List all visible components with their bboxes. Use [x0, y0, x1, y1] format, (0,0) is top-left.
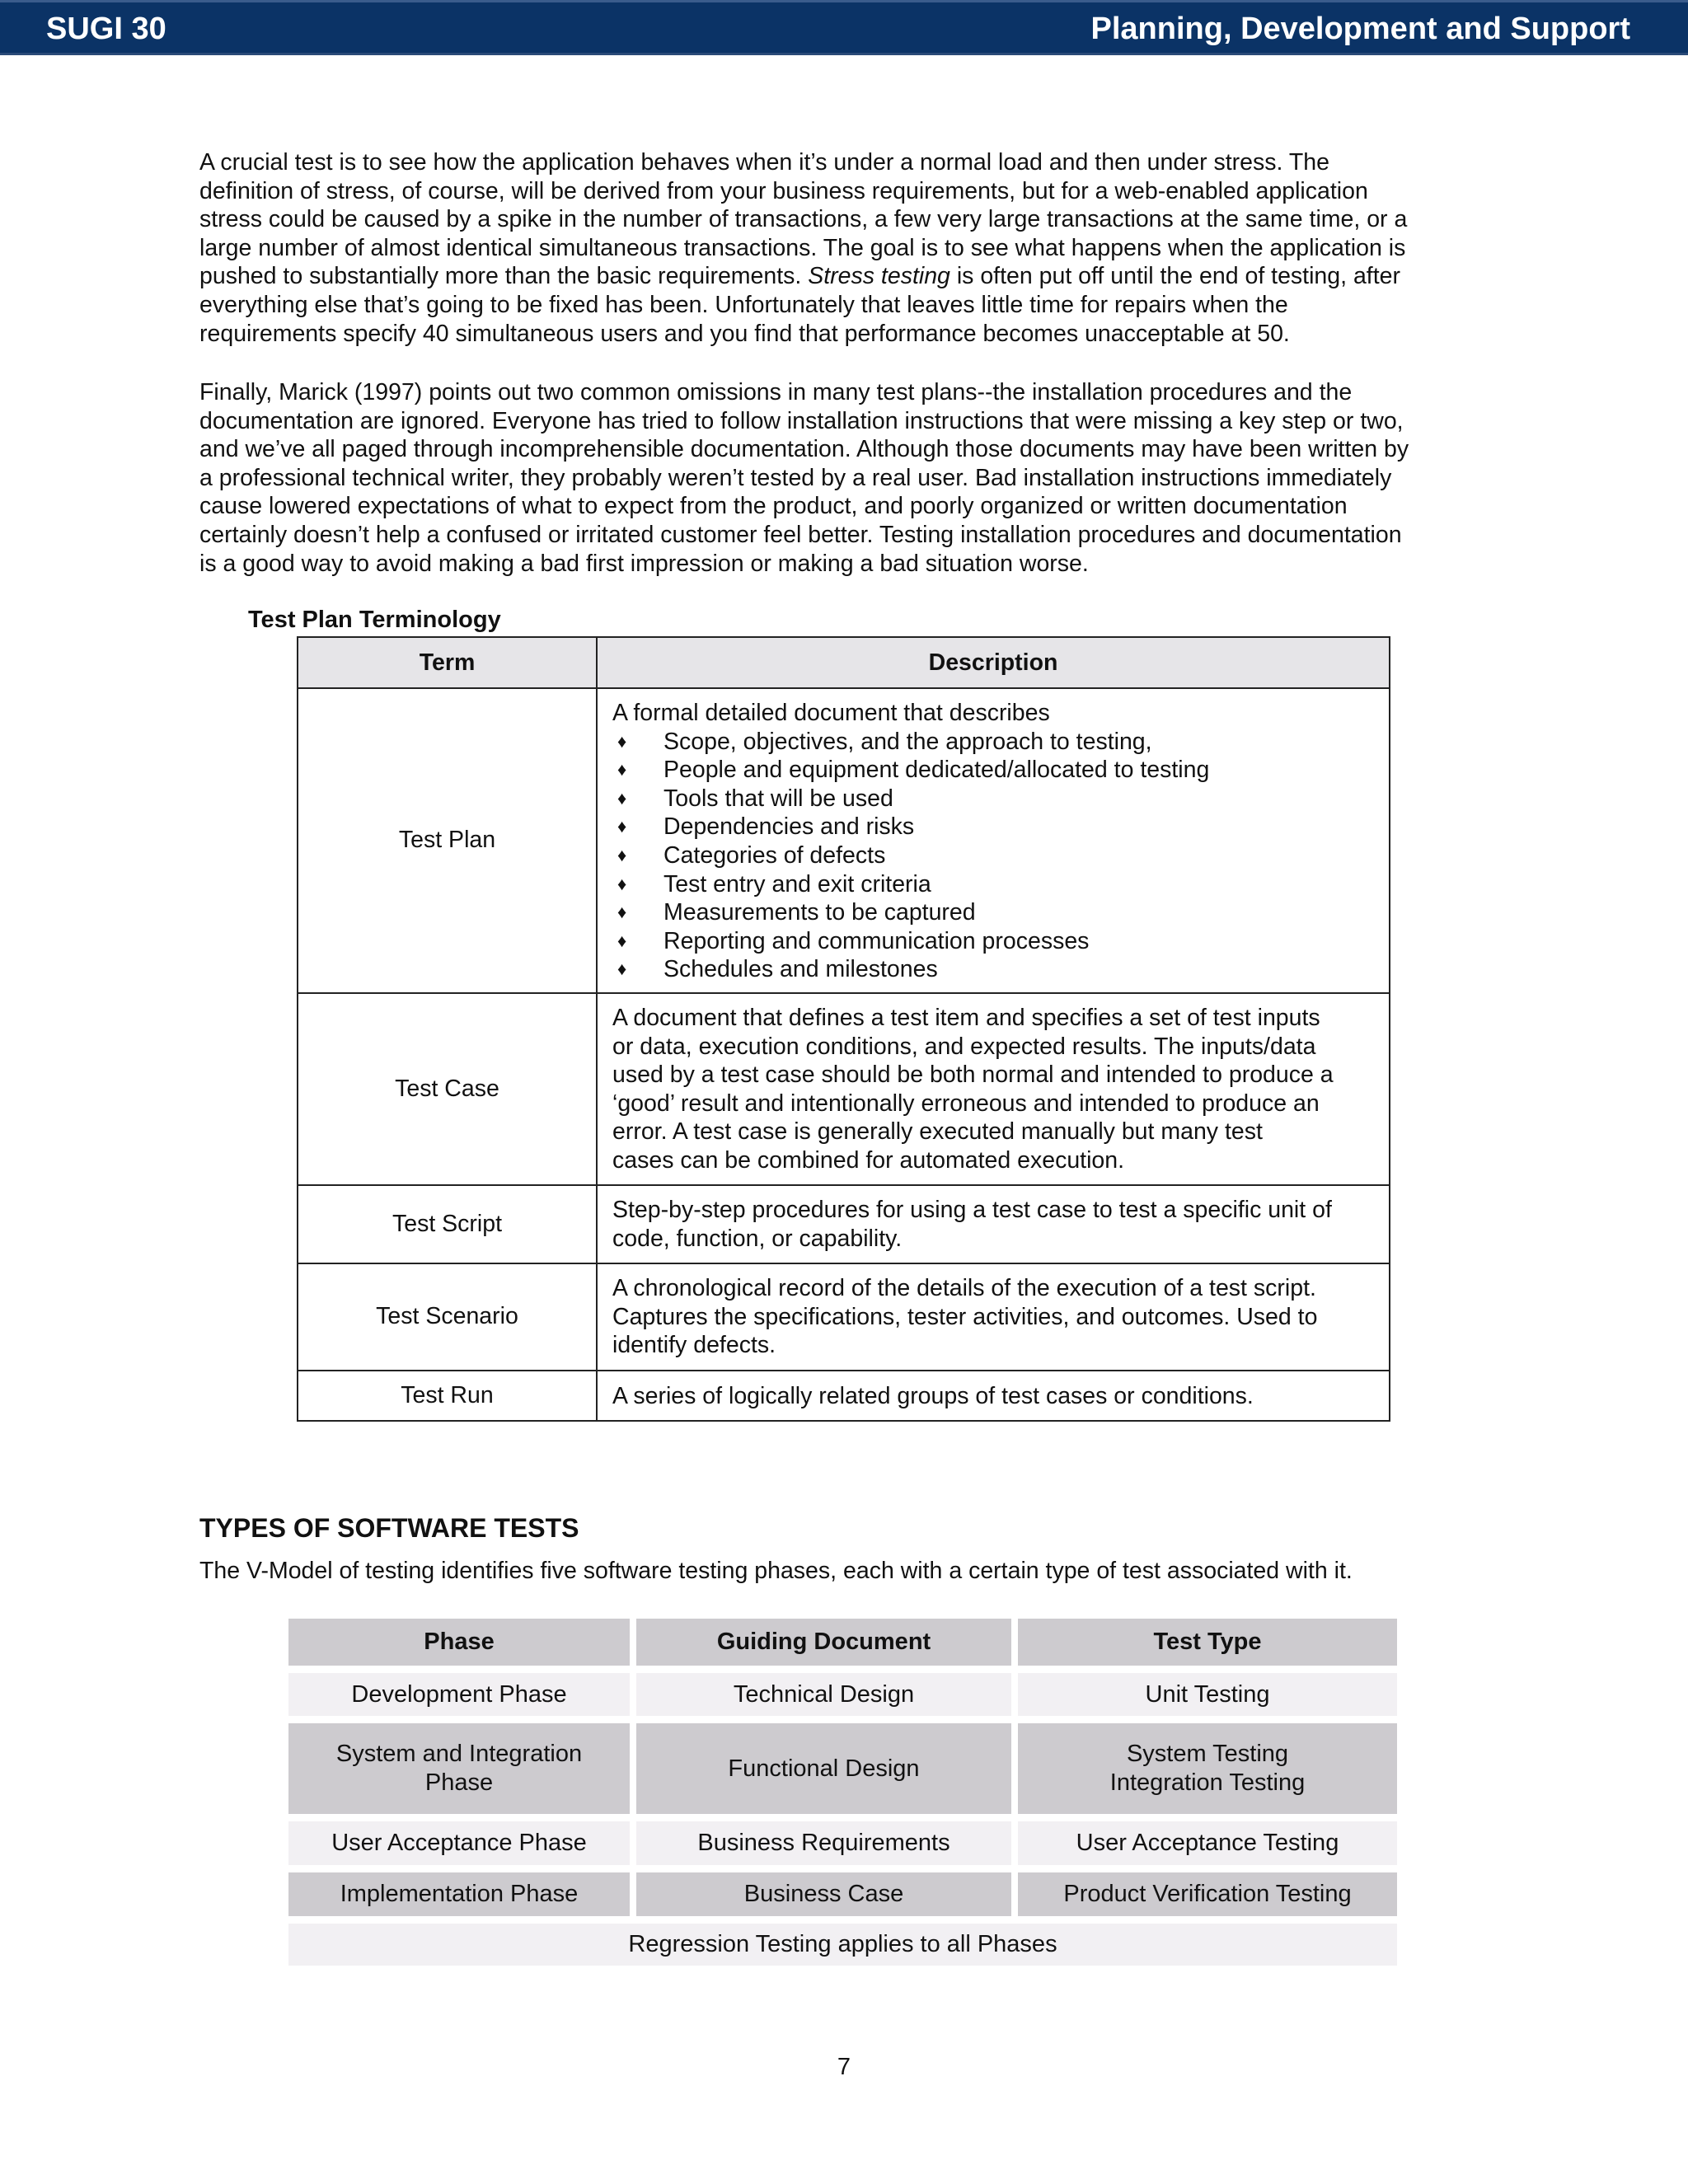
description-line: code, function, or capability. — [612, 1225, 903, 1252]
description-line: used by a test case should be both normal and intended to produce a — [612, 1062, 1334, 1089]
description-line: identify defects. — [612, 1332, 776, 1359]
bullet-item — [612, 955, 1374, 984]
text-line: large number of almost identical simultaneous transactions. The goal is to see what happens when the application is — [199, 234, 1406, 261]
bullet-item — [612, 898, 1374, 927]
table-cell — [288, 1723, 630, 1814]
text-line: definition of stress, of course, will be derived from your business requirements, but for a web-enabled application — [199, 177, 1368, 204]
text-line: A crucial test is to see how the application behaves when it’s under a normal load and then under stress. The — [199, 149, 1329, 176]
column-header-description: Description — [597, 637, 1390, 688]
cell-text: Guiding Document — [716, 1629, 931, 1655]
bullet-text: Dependencies and risks — [663, 813, 915, 841]
bullet-item — [612, 728, 1374, 757]
paragraph-omissions — [199, 378, 1502, 578]
section-intro: The V-Model of testing identifies five software testing phases, each with a certain type of test associated with it. — [199, 1558, 1353, 1584]
table-cell — [1018, 1821, 1397, 1865]
cell-text: User Acceptance Testing — [1076, 1830, 1339, 1856]
diamond-icon: ♦ — [617, 958, 627, 980]
bullet-item — [612, 870, 1374, 899]
table-row — [298, 1263, 1390, 1371]
description-cell — [597, 1185, 1390, 1263]
table-cell — [288, 1673, 630, 1716]
description-cell — [597, 1371, 1390, 1421]
description-line: or data, execution conditions, and expected results. The inputs/data — [612, 1033, 1316, 1060]
description-line: A chronological record of the details of the execution of a test script. — [612, 1274, 1316, 1301]
bullet-item — [612, 927, 1374, 956]
bullet-list — [612, 728, 1374, 984]
cell-text — [1110, 1740, 1305, 1797]
cell-line: Phase — [424, 1769, 494, 1796]
column-header-term: Term — [298, 637, 597, 688]
term-cell: Test Plan — [298, 688, 597, 993]
diamond-icon: ♦ — [617, 730, 627, 752]
cell-line: System and Integration — [335, 1741, 583, 1767]
cell-text: User Acceptance Phase — [331, 1830, 587, 1856]
diamond-icon: ♦ — [617, 759, 627, 780]
diamond-icon: ♦ — [617, 816, 627, 837]
cell-line: Integration Testing — [1109, 1769, 1306, 1796]
table-cell — [636, 1821, 1011, 1865]
cell-text: Phase — [424, 1629, 495, 1655]
text-line: documentation are ignored. Everyone has tried to follow installation instructions that were missing a key step or two, — [199, 407, 1404, 434]
text-line — [199, 262, 1502, 291]
text-line: cause lowered expectations of what to expect from the product, and poorly organized or written documentation — [199, 493, 1348, 520]
bullet-text: Schedules and milestones — [663, 956, 938, 983]
cell-text: Implementation Phase — [340, 1881, 579, 1907]
cell-text: Unit Testing — [1145, 1680, 1270, 1708]
table-cell — [636, 1619, 1011, 1666]
cell-text: Technical Design — [733, 1680, 915, 1708]
diamond-icon: ♦ — [617, 930, 627, 951]
table-row — [288, 1673, 1397, 1716]
term-cell: Test Scenario — [298, 1263, 597, 1371]
table-cell — [1018, 1723, 1397, 1814]
text-line: certainly doesn’t help a confused or irritated customer feel better. Testing installation procedures and documentation — [199, 521, 1402, 548]
table-cell — [288, 1619, 630, 1666]
bullet-item — [612, 841, 1374, 870]
vmodel-table — [288, 1619, 1397, 1973]
bullet-text: Categories of defects — [663, 841, 886, 869]
text-line: Finally, Marick (1997) points out two common omissions in many test plans--the installation procedures and the — [199, 379, 1353, 405]
bullet-text: Test entry and exit criteria — [663, 870, 931, 898]
table-row — [298, 1371, 1390, 1421]
footer-row — [288, 1924, 1397, 1966]
terminology-table — [297, 636, 1390, 1422]
text-line: requirements specify 40 simultaneous users and you find that performance becomes unacceptable at 50. — [199, 320, 1290, 347]
cell-text: Business Case — [743, 1881, 904, 1907]
table-caption: Test Plan Terminology — [248, 607, 501, 633]
table-row — [288, 1821, 1397, 1865]
emphasis-stress-testing: Stress testing — [808, 263, 950, 290]
page-header — [0, 0, 1688, 55]
cell-text — [336, 1740, 582, 1797]
text-segment: is often put off until the end of testing, after — [950, 263, 1400, 290]
table-cell — [288, 1821, 630, 1865]
diamond-icon: ♦ — [617, 902, 627, 923]
section-title: Planning, Development and Support — [1090, 12, 1630, 46]
table-cell — [1018, 1872, 1397, 1916]
diamond-icon: ♦ — [617, 844, 627, 865]
description-intro: A formal detailed document that describes — [612, 700, 1050, 726]
cell-text: Test Type — [1153, 1629, 1262, 1655]
table-row — [298, 688, 1390, 993]
description-cell — [597, 993, 1390, 1185]
term-cell: Test Run — [298, 1371, 597, 1421]
bullet-text: Tools that will be used — [663, 785, 893, 812]
description-cell — [597, 1263, 1390, 1371]
diamond-icon: ♦ — [617, 873, 627, 894]
table-cell — [636, 1723, 1011, 1814]
text-line: a professional technical writer, they probably weren’t tested by a real user. Bad installation instructions immediately — [199, 464, 1392, 491]
text-line: stress could be caused by a spike in the number of transactions, a few very large transactions at the same time, or a — [199, 206, 1408, 233]
text-line: everything else that’s going to be fixed has been. Unfortunately that leaves little time for repairs when the — [199, 291, 1288, 318]
description-cell — [597, 688, 1390, 993]
bullet-text: People and equipment dedicated/allocated to testing — [663, 757, 1210, 784]
section-heading: TYPES OF SOFTWARE TESTS — [199, 1513, 579, 1543]
table-cell — [636, 1673, 1011, 1716]
table-cell — [1018, 1673, 1397, 1716]
description-line: cases can be combined for automated execution. — [612, 1146, 1125, 1174]
table-row — [288, 1723, 1397, 1814]
regression-note: Regression Testing applies to all Phases — [288, 1924, 1397, 1966]
text-segment: pushed to substantially more than the basic requirements. — [199, 263, 809, 290]
page-number: 7 — [837, 2054, 851, 2080]
description-line: A document that defines a test item and specifies a set of test inputs — [612, 1004, 1320, 1031]
term-cell: Test Script — [298, 1185, 597, 1263]
description-line: A series of logically related groups of test cases or conditions. — [612, 1383, 1254, 1410]
text-line: is a good way to avoid making a bad first impression or making a bad situation worse. — [199, 550, 1089, 577]
cell-text: Development Phase — [351, 1680, 567, 1708]
description-line: Step-by-step procedures for using a test case to test a specific unit of — [612, 1196, 1332, 1223]
bullet-text: Scope, objectives, and the approach to testing, — [663, 728, 1152, 755]
diamond-icon: ♦ — [617, 787, 627, 808]
cell-line: System Testing — [1126, 1741, 1289, 1767]
table-row — [298, 993, 1390, 1185]
bullet-item — [612, 813, 1374, 841]
conference-label: SUGI 30 — [46, 12, 166, 46]
description-line: Captures the specifications, tester activities, and outcomes. Used to — [612, 1303, 1318, 1330]
bullet-item — [612, 785, 1374, 813]
cell-text: Business Requirements — [697, 1830, 950, 1856]
table-cell — [1018, 1619, 1397, 1666]
text-line: and we’ve all paged through incomprehensible documentation. Although those documents may have been written by — [199, 436, 1409, 463]
table-header-row — [298, 637, 1390, 688]
bullet-item — [612, 756, 1374, 785]
description-line: ‘good’ result and intentionally erroneous and intended to produce an — [612, 1090, 1320, 1117]
description-line: error. A test case is generally executed manually but many test — [612, 1118, 1263, 1146]
bullet-text: Measurements to be captured — [663, 899, 976, 926]
paragraph-stress-testing — [199, 148, 1502, 348]
table-row — [288, 1872, 1397, 1916]
bullet-text: Reporting and communication processes — [663, 927, 1090, 954]
cell-text: Functional Design — [728, 1755, 920, 1782]
table-row — [298, 1185, 1390, 1263]
term-cell: Test Case — [298, 993, 597, 1185]
table-cell — [288, 1872, 630, 1916]
table-header-row — [288, 1619, 1397, 1666]
cell-text: Product Verification Testing — [1063, 1881, 1352, 1907]
table-cell — [636, 1872, 1011, 1916]
